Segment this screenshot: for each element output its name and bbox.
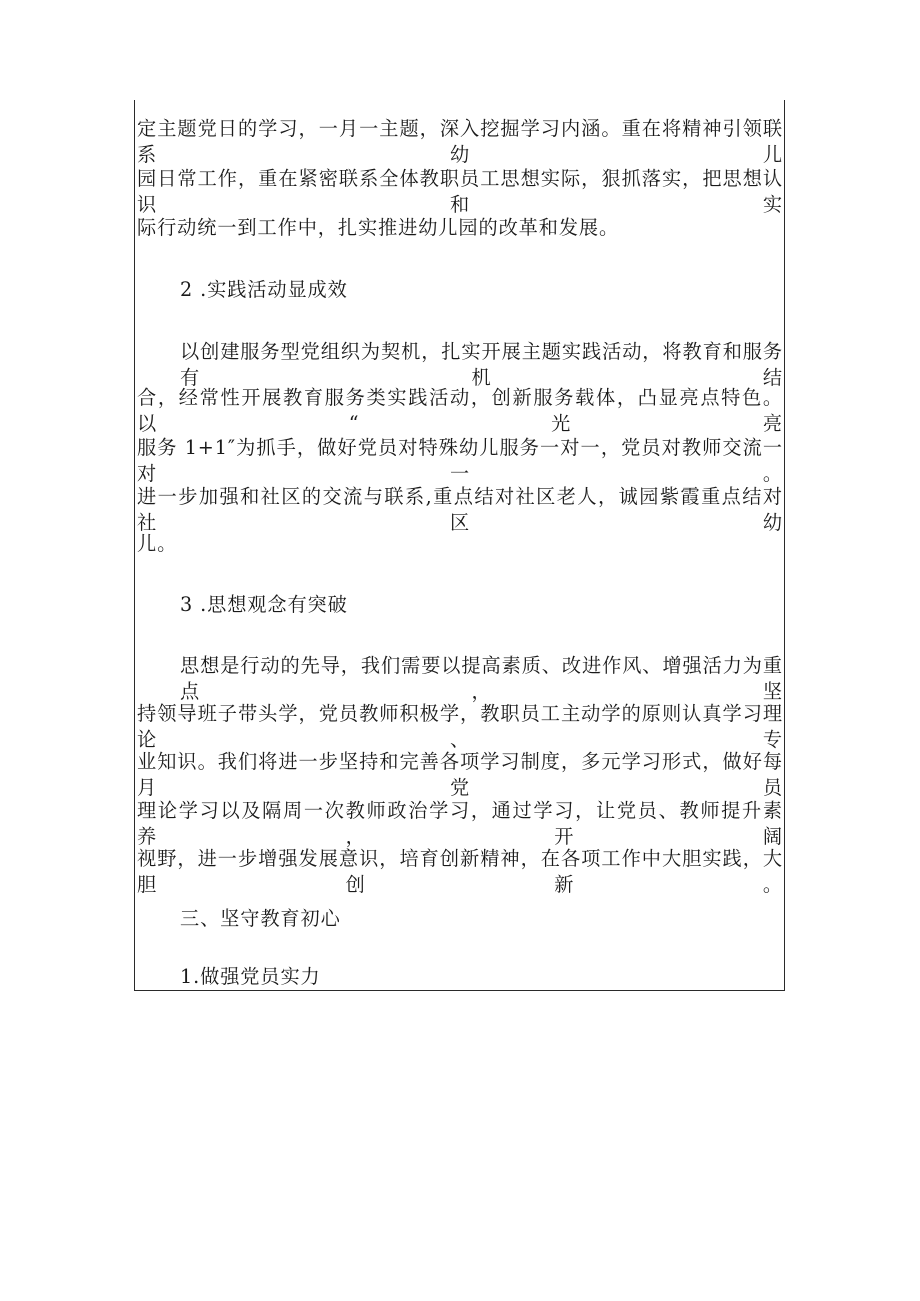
paragraph-line: 以创建服务型党组织为契机，扎实开展主题实践活动，将教育和服务有机结 (180, 340, 783, 389)
paragraph-line: 合，经常性开展教育服务类实践活动，创新服务载体，凸显亮点特色。以“光亮 (137, 386, 783, 435)
paragraph-line: 进一步加强和社区的交流与联系,重点结对社区老人，诚园紫霞重点结对社区幼 (137, 485, 783, 534)
subsection-heading: 1.做强党员实力 (180, 965, 321, 988)
paragraph-line: 持领导班子带头学，党员教师积极学，教职员工主动学的原则认真学习理论、专 (137, 702, 783, 751)
paragraph-line: 儿。 (137, 532, 178, 555)
paragraph-line: 园日常工作，重在紧密联系全体教职员工思想实际，狠抓落实，把思想认识和实 (137, 167, 783, 216)
paragraph-line: 理论学习以及隔周一次教师政治学习，通过学习，让党员、教师提升素养，开阔 (137, 799, 783, 848)
paragraph-line: 定主题党日的学习，一月一主题，深入挖掘学习内涵。重在将精神引领联系幼儿 (137, 117, 783, 166)
section-heading: 2 .实践活动显成效 (180, 278, 348, 301)
paragraph-line: 服务 1+1″为抓手，做好党员对特殊幼儿服务一对一，党员对教师交流一对一。 (137, 436, 783, 485)
paragraph-line: 视野，进一步增强发展意识，培育创新精神，在各项工作中大胆实践，大胆创新。 (137, 847, 783, 896)
paragraph-line: 业知识。我们将进一步坚持和完善各项学习制度，多元学习形式，做好每月党员 (137, 750, 783, 799)
section-heading: 3 .思想观念有突破 (180, 593, 348, 616)
paragraph-line: 际行动统一到工作中，扎实推进幼儿园的改革和发展。 (137, 216, 620, 239)
paragraph-line: 思想是行动的先导，我们需要以提高素质、改进作风、增强活力为重点，坚 (180, 654, 783, 703)
section-heading: 三、坚守教育初心 (180, 907, 341, 930)
